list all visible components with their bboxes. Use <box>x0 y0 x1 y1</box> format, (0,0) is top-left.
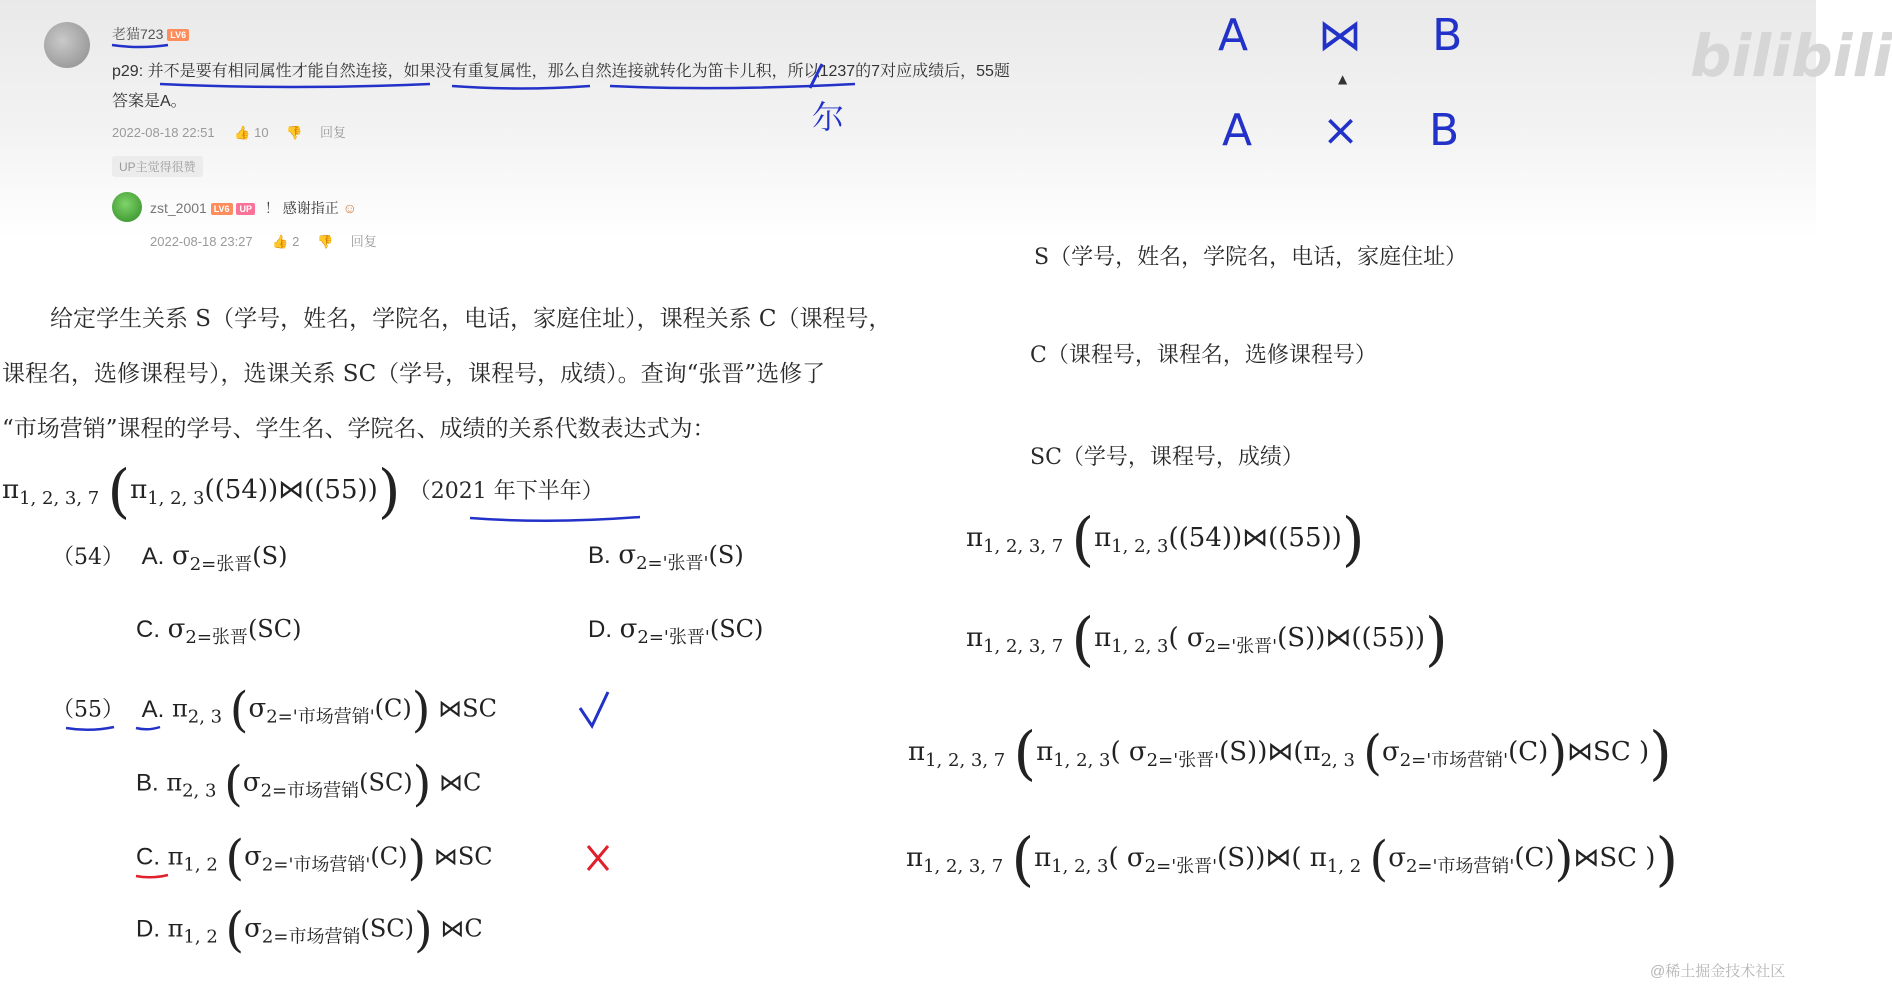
derivation-step-4: $\pi_{1, 2, 3, 7}$ ($\pi_{1, 2, 3}$( $\sigma_{2='张晋'}(S))⋈$( $\pi_{1, 2}$ $(\sigma_{2='市场营销'}(C))⋈SC$ )) <box>906 825 1679 893</box>
relation-c: C（课程号，课程名，选修课程号） <box>1030 343 1377 368</box>
underline-text-1 <box>160 84 430 87</box>
option-54-A[interactable]: （54） A. $\sigma_{2=张晋}(S)$ <box>52 541 288 575</box>
juejin-watermark: @稀土掘金技术社区 <box>1650 963 1786 980</box>
emoji-icon: ☺ <box>342 200 357 216</box>
reply-reply-button[interactable]: 回复 <box>350 234 377 249</box>
mouse-cursor-icon: ▲ <box>1338 72 1348 86</box>
reply-level-badge: LV6 <box>211 203 233 215</box>
relation-sc: SC（学号，课程号，成绩） <box>1030 445 1304 470</box>
up-liked-tag: UP主觉得很赞 <box>112 156 203 177</box>
option-54-B[interactable]: B. $\sigma_{2='张晋'}(S)$ <box>588 540 744 574</box>
cross-mark-icon <box>588 846 608 870</box>
underline-text-2 <box>452 86 590 89</box>
level-badge: LV6 <box>167 29 189 41</box>
bilibili-logo: bilibili <box>1690 22 1892 90</box>
check-mark-icon <box>580 692 608 726</box>
reply-text: ！ 感谢指正 <box>264 200 339 216</box>
underline-username <box>112 45 168 47</box>
handwritten-cartesian: A × B <box>1222 105 1488 156</box>
option-54-C[interactable]: C. $\sigma_{2=张晋}(SC)$ <box>136 614 302 648</box>
question-line2: 课程名，选修课程号），选课关系 SC（学号，课程号，成绩）。查询“张晋”选修了 <box>2 361 826 387</box>
reply-username[interactable]: zst_2001 <box>150 200 207 216</box>
comment-text-line2: 答案是A。 <box>112 93 187 110</box>
handwritten-natural-join: A ⋈ B <box>1218 10 1491 61</box>
exam-tag: （2021 年下半年） <box>408 479 604 504</box>
question-expression: $\pi_{1, 2, 3, 7}$ $(\pi_{1, 2, 3}((54))⋈((55)))$ （2021 年下半年） <box>2 457 604 525</box>
option-55-C[interactable]: C. $\pi_{1, 2}$ $(\sigma_{2='市场营销'}(C))$ ⋈SC <box>136 830 493 886</box>
thumb-down-icon[interactable]: 👎 <box>286 125 303 140</box>
handwritten-note: 尔 <box>812 98 845 136</box>
reply-thumb-down-icon[interactable]: 👎 <box>316 234 334 249</box>
comment-reply-button[interactable]: 回复 <box>320 125 347 140</box>
reply-thumb-up-icon[interactable]: 👍 <box>272 234 289 249</box>
reply-like-count: 2 <box>292 234 300 249</box>
question-line1: 给定学生关系 S（学号，姓名，学院名，电话，家庭住址），课程关系 C（课程号， <box>50 306 892 332</box>
underline-text-3 <box>610 84 855 88</box>
comment-like-count: 10 <box>254 125 269 140</box>
thumb-up-icon[interactable]: 👍 <box>234 125 251 140</box>
derivation-step-1: $\pi_{1, 2, 3, 7}$ $(\pi_{1, 2, 3}((54))⋈((55)))$ <box>966 505 1365 573</box>
comment-timestamp: 2022-08-18 22:51 <box>112 125 215 140</box>
comment-username[interactable]: 老猫723 <box>112 26 164 42</box>
question-line3: “市场营销”课程的学号、学生名、学院名、成绩的关系代数表达式为： <box>2 416 716 442</box>
derivation-step-3: $\pi_{1, 2, 3, 7}$ ($\pi_{1, 2, 3}$( $\sigma_{2='张晋'}(S))⋈(\pi_{2, 3}$ $(\sigma_{2='市场营销'}(C))⋈SC$ )) <box>908 719 1672 787</box>
option-55-B[interactable]: B. $\pi_{2, 3}$ $(\sigma_{2=市场营销}(SC))$ ⋈C <box>136 756 482 812</box>
relation-s: S（学号，姓名，学院名，电话，家庭住址） <box>1034 245 1468 270</box>
reply-timestamp: 2022-08-18 23:27 <box>150 234 253 249</box>
option-55-A[interactable]: （55） A. $\pi_{2, 3}$ $(\sigma_{2='市场营销'}(C))$ ⋈SC <box>52 682 497 738</box>
derivation-step-2: $\pi_{1, 2, 3, 7}$ ($\pi_{1, 2, 3}$( $\sigma_{2='张晋'}(S))⋈((55))$) <box>966 605 1448 673</box>
option-54-D[interactable]: D. $\sigma_{2='张晋'}(SC)$ <box>588 614 764 648</box>
up-badge: UP <box>236 203 255 215</box>
comment-text-line1: p29: 并不是要有相同属性才能自然连接，如果没有重复属性，那么自然连接就转化为笛卡儿积，所以1237的7对应成绩后，55题 <box>112 63 1010 80</box>
option-55-D[interactable]: D. $\pi_{1, 2}$ $(\sigma_{2=市场营销}(SC))$ ⋈C <box>136 902 483 958</box>
